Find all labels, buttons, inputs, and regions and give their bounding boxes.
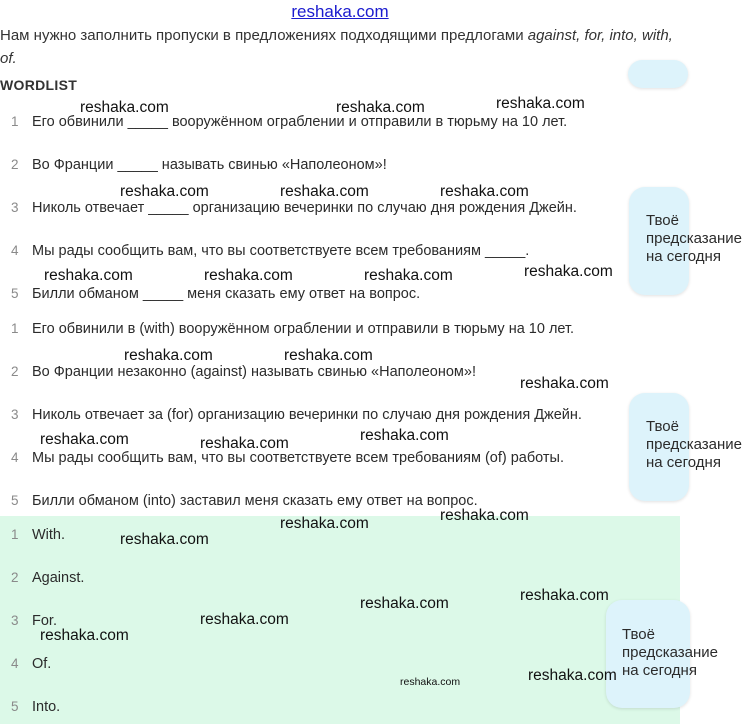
watermark: reshaka.com <box>336 99 425 116</box>
prediction-bubble[interactable] <box>629 393 742 501</box>
item-text: Of. <box>32 656 52 672</box>
item-number: 4 <box>11 656 19 671</box>
item-text: Мы рады сообщить вам, что вы соответствуете всем требованиям _____. <box>32 243 530 259</box>
watermark: reshaka.com <box>120 531 209 548</box>
item-text: Into. <box>32 699 61 715</box>
watermark: reshaka.com <box>204 267 293 284</box>
item-text: With. <box>32 527 66 543</box>
prediction-bubble[interactable] <box>628 60 688 88</box>
item-number: 3 <box>11 613 19 628</box>
watermark: reshaka.com <box>284 347 373 364</box>
watermark: reshaka.com <box>40 627 129 644</box>
prediction-bubble-line: на сегодня <box>646 454 721 471</box>
watermark: reshaka.com <box>524 263 613 280</box>
item-number: 4 <box>11 450 19 465</box>
item-number: 4 <box>11 243 19 258</box>
site-header-link[interactable]: reshaka.com <box>291 2 389 21</box>
watermark: reshaka.com <box>40 431 129 448</box>
item-text: Во Франции _____ называть свинью «Наполеоном»! <box>32 157 387 173</box>
prediction-bubble[interactable] <box>606 600 719 708</box>
watermark: reshaka.com <box>124 347 213 364</box>
watermark: reshaka.com <box>360 427 449 444</box>
watermark: reshaka.com <box>364 267 453 284</box>
item-number: 1 <box>11 114 19 129</box>
prediction-bubble-line: предсказание <box>622 644 719 661</box>
task-instruction-text: Нам нужно заполнить пропуски в предложениях подходящими предлогами <box>0 27 528 44</box>
item-number: 2 <box>11 570 19 585</box>
prediction-bubble-line: на сегодня <box>622 662 697 679</box>
prediction-bubble-line: предсказание <box>646 436 742 453</box>
watermark: reshaka.com <box>280 515 369 532</box>
watermark: reshaka.com <box>80 99 169 116</box>
item-text: Мы рады сообщить вам, что вы соответствуете всем требованиям (of) работы. <box>32 450 564 466</box>
item-number: 1 <box>11 321 19 336</box>
item-text: Его обвинили _____ вооружённом ограблении и отправили в тюрьму на 10 лет. <box>32 114 568 130</box>
watermark: reshaka.com <box>520 587 609 604</box>
item-number: 3 <box>11 407 19 422</box>
watermark: reshaka.com <box>400 676 461 688</box>
answers-section <box>0 516 680 724</box>
item-number: 2 <box>11 364 19 379</box>
item-text: Николь отвечает _____ организацию вечеринки по случаю дня рождения Джейн. <box>32 200 577 216</box>
watermark: reshaka.com <box>440 183 529 200</box>
prediction-bubble[interactable] <box>629 187 742 295</box>
item-text: Во Франции незаконно (against) называть свинью «Наполеоном»! <box>32 364 476 380</box>
prediction-bubble-line: Твоё <box>646 418 679 435</box>
wordlist-label: WORDLIST <box>0 77 78 93</box>
prediction-bubble-line: на сегодня <box>646 248 721 265</box>
watermark: reshaka.com <box>440 507 529 524</box>
item-number: 5 <box>11 493 19 508</box>
item-number: 1 <box>11 527 19 542</box>
prediction-bubble-line: Твоё <box>646 212 679 229</box>
prediction-bubble-line: Твоё <box>622 626 655 643</box>
watermark: reshaka.com <box>360 595 449 612</box>
watermark: reshaka.com <box>200 611 289 628</box>
watermark: reshaka.com <box>280 183 369 200</box>
watermark: reshaka.com <box>496 95 585 112</box>
item-text: Николь отвечает за (for) организацию вечеринки по случаю дня рождения Джейн. <box>32 407 582 423</box>
task-instruction <box>0 24 676 70</box>
task-instruction-words: against, for, into, with, of. <box>0 27 673 67</box>
watermark: reshaka.com <box>200 435 289 452</box>
item-text: Билли обманом _____ меня сказать ему ответ на вопрос. <box>32 286 421 302</box>
item-number: 5 <box>11 286 19 301</box>
item-text: Его обвинили в (with) вооружённом ограблении и отправили в тюрьму на 10 лет. <box>32 321 575 337</box>
item-number: 5 <box>11 699 19 714</box>
watermark: reshaka.com <box>120 183 209 200</box>
item-text: Билли обманом (into) заставил меня сказать ему ответ на вопрос. <box>32 493 478 509</box>
item-number: 3 <box>11 200 19 215</box>
item-number: 2 <box>11 157 19 172</box>
prediction-bubble-line: предсказание <box>646 230 742 247</box>
item-text: For. <box>32 613 57 629</box>
item-text: Against. <box>32 570 85 586</box>
watermark: reshaka.com <box>44 267 133 284</box>
watermark: reshaka.com <box>528 667 617 684</box>
watermark: reshaka.com <box>520 375 609 392</box>
